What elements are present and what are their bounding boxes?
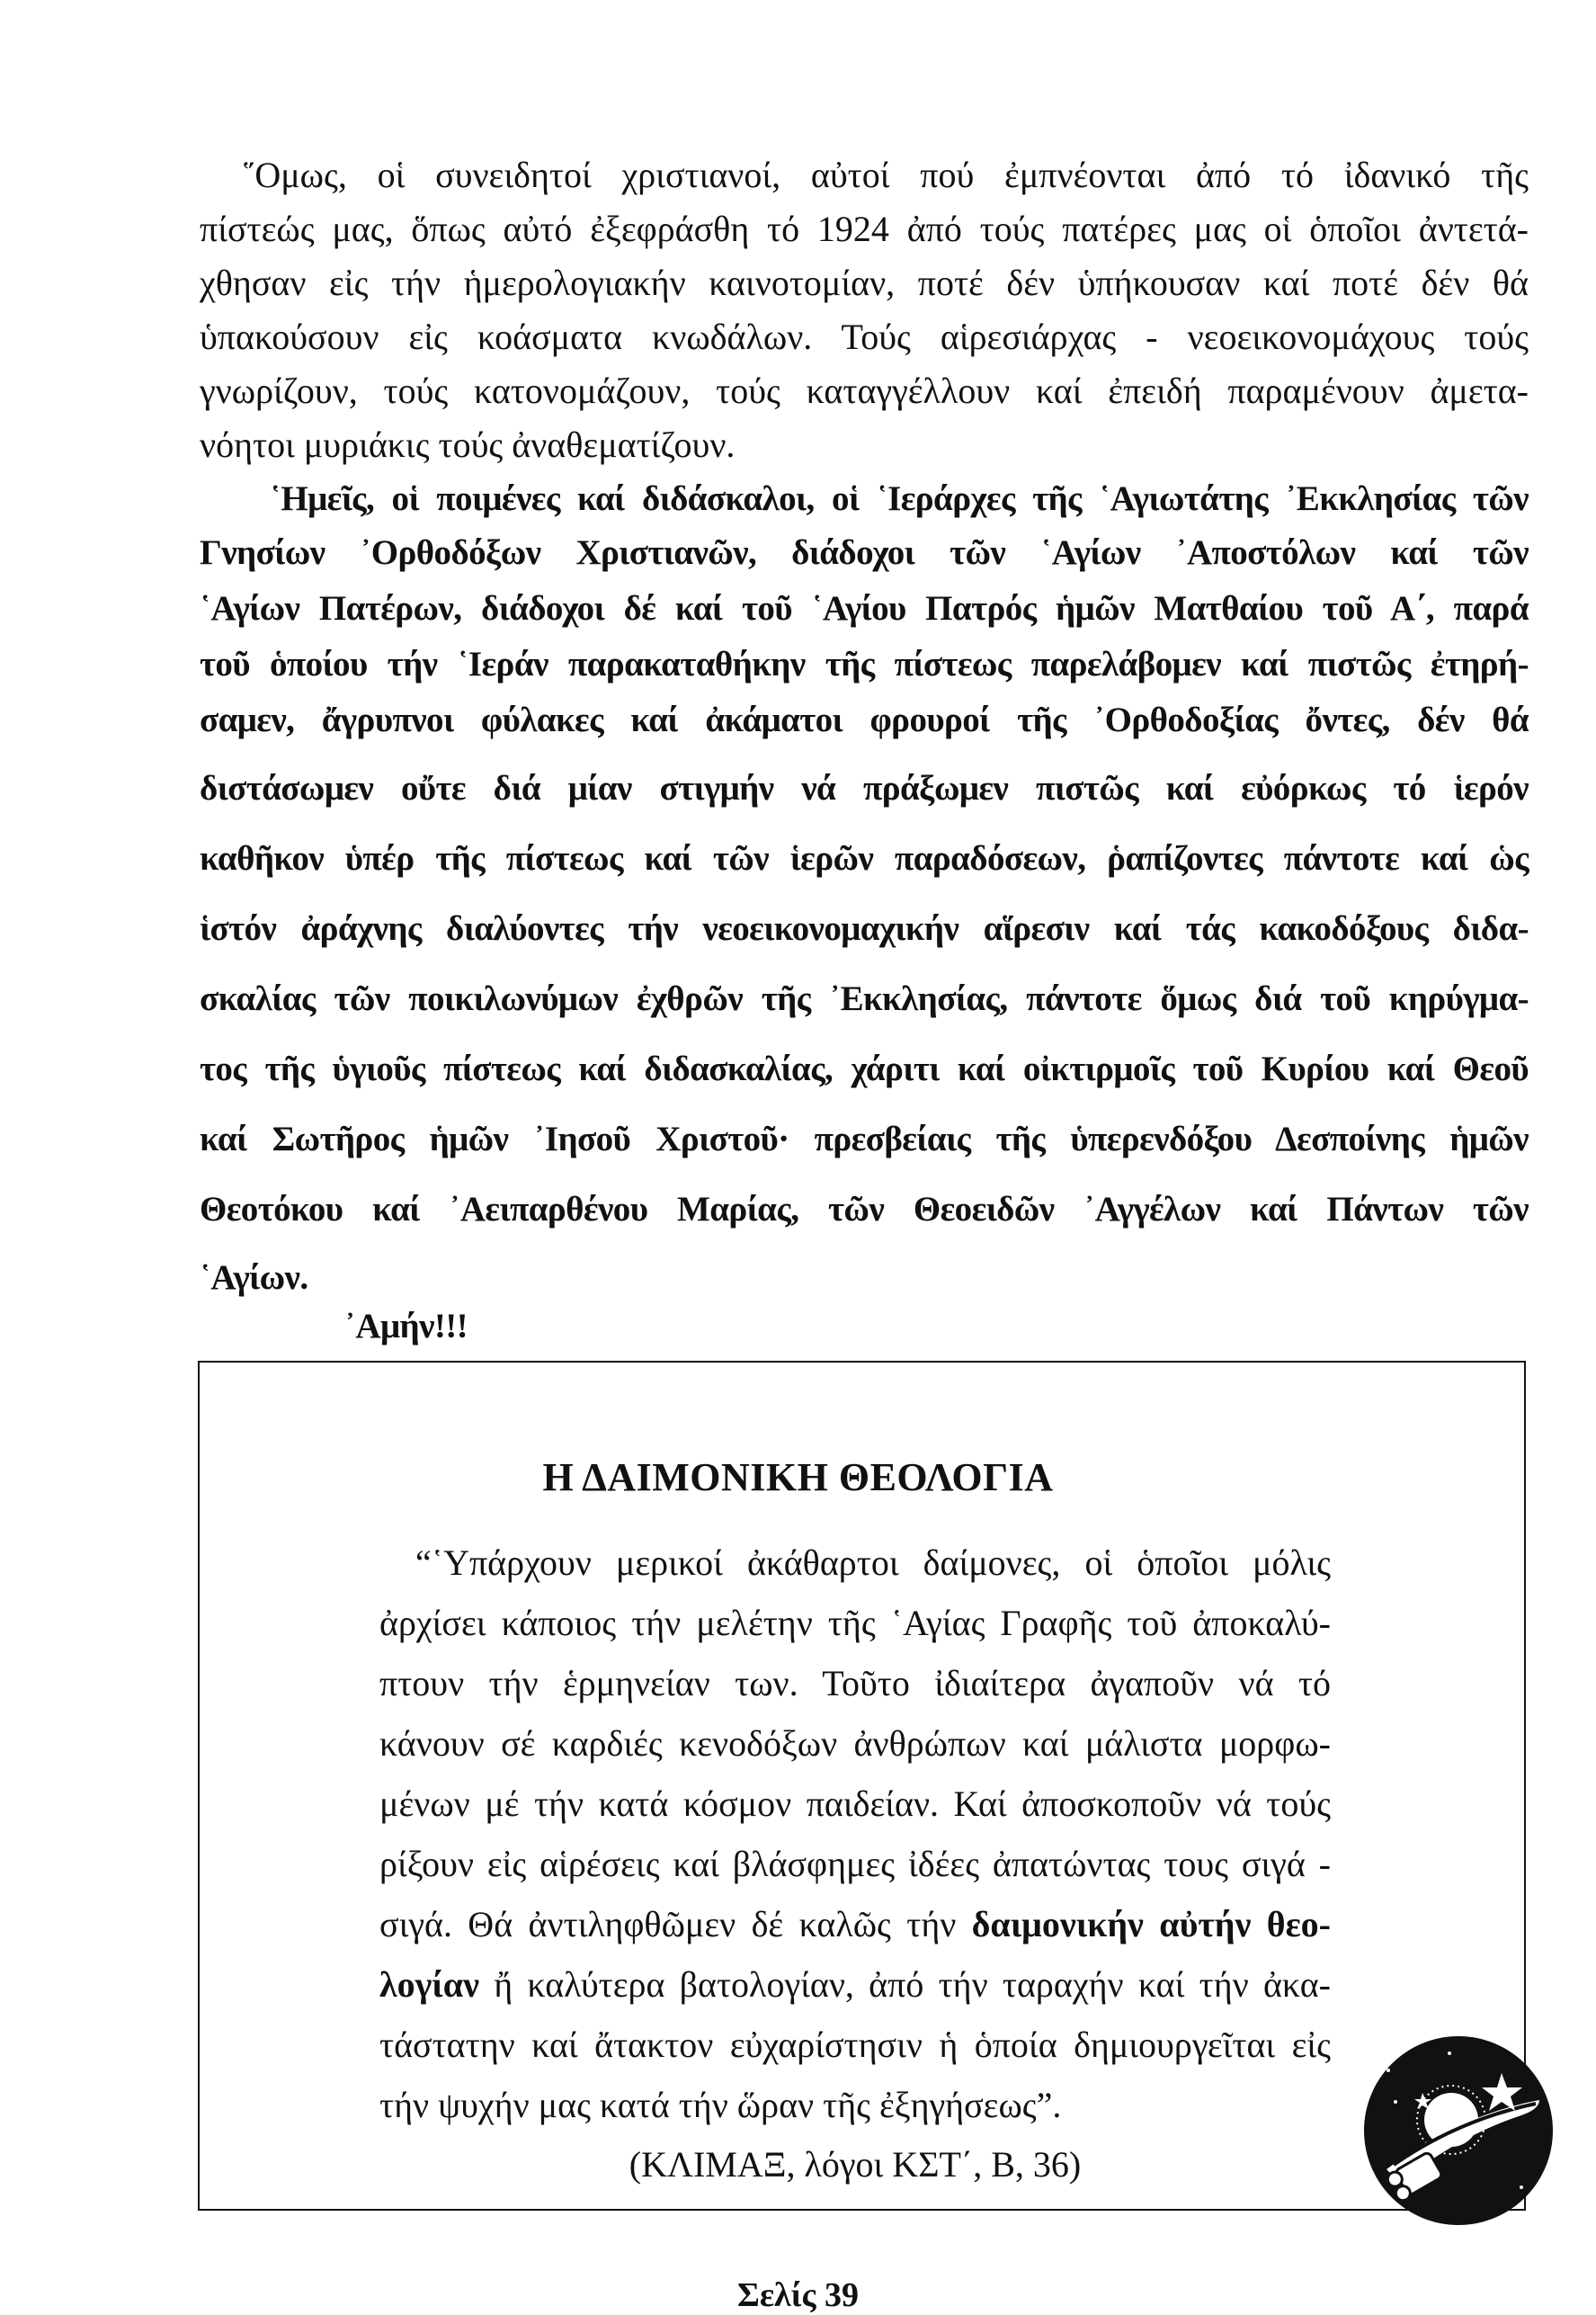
quote-line: ἀρχίσει κάποιος τήν μελέτην τῆς ῾Αγίας Γραφῆς τοῦ ἀποκαλύ-	[379, 1603, 1331, 1643]
paragraph-2-line: ῾Αγίων.	[200, 1258, 308, 1297]
quote-text: ἤ καλύτερα βατολογίαν, ἀπό τήν ταραχήν καί τήν ἀκα-	[478, 1964, 1331, 2005]
paragraph-2-line: σκαλίας τῶν ποικιλωνύμων ἐχθρῶν τῆς ᾽Εκκλησίας, πάντοτε ὅμως διά τοῦ κηρύγμα-	[200, 979, 1529, 1018]
paragraph-2-line: τος τῆς ὑγιοῦς πίστεως καί διδασκαλίας, χάριτι καί οἰκτιρμοῖς τοῦ Κυρίου καί Θεοῦ	[200, 1050, 1529, 1088]
quote-line: τήν ψυχήν μας κατά τήν ὥραν τῆς ἐξηγήσεως”.	[379, 2085, 1062, 2125]
quote-emphasis: λογίαν	[379, 1964, 479, 2005]
quote-line-mixed	[379, 1902, 1331, 1947]
paragraph-2-line: ῾Ημεῖς, οἱ ποιμένες καί διδάσκαλοι, οἱ ῾Ιεράρχες τῆς ῾Αγιωτάτης ᾽Εκκλησίας τῶν	[270, 479, 1529, 518]
quote-text: σιγά. Θά ἀντιληφθῶμεν δέ καλῶς τήν	[379, 1904, 972, 1944]
quote-box-title: Η ΔΑΙΜΟΝΙΚΗ ΘΕΟΛΟΓΙΑ	[542, 1455, 1054, 1499]
page-number: Σελίς 39	[736, 2276, 860, 2314]
paragraph-2-line: καί Σωτῆρος ἡμῶν ᾽Ιησοῦ Χριστοῦ· πρεσβείαις τῆς ὑπερενδόξου Δεσποίνης ἡμῶν	[200, 1120, 1529, 1158]
paragraph-1-line: νόητοι μυριάκις τούς ἀναθεματίζουν.	[200, 425, 736, 465]
paragraph-1-line: πίστεώς μας, ὅπως αὐτό ἐξεφράσθη τό 1924 ἀπό τούς πατέρες μας οἱ ὁποῖοι ἀντετά-	[200, 209, 1529, 249]
quote-line: “῾Υπάρχουν μερικοί ἀκάθαρτοι δαίμονες, οἱ ὁποῖοι μόλις	[415, 1542, 1331, 1583]
paragraph-2-line: σαμεν, ἄγρυπνοι φύλακες καί ἀκάματοι φρουροί τῆς ᾽Ορθοδοξίας ὄντες, δέν θά	[200, 701, 1529, 739]
paragraph-1-line: ὑπακούσουν εἰς κοάσματα κνωδάλων. Τούς αἱρεσιάρχας - νεοεικονομάχους τούς	[200, 317, 1529, 357]
amen: ᾽Αμήν!!!	[344, 1307, 468, 1345]
paragraph-2-line: διστάσωμεν οὔτε διά μίαν στιγμήν νά πράξωμεν πιστῶς καί εὐόρκως τό ἱερόν	[200, 769, 1529, 808]
quote-line: μένων μέ τήν κατά κόσμον παιδείαν. Καί ἀποσκοποῦν νά τούς	[379, 1783, 1331, 1824]
paragraph-2-line: καθῆκον ὑπέρ τῆς πίστεως καί τῶν ἱερῶν παραδόσεων, ῥαπίζοντες πάντοτε καί ὡς	[200, 839, 1529, 878]
quote-line: κάνουν σέ καρδιές κενοδόξων ἀνθρώπων καί μάλιστα μορφω-	[379, 1723, 1331, 1764]
paragraph-2-line: τοῦ ὁποίου τήν ῾Ιεράν παρακαταθήκην τῆς πίστεως παρελάβομεν καί πιστῶς ἐτηρή-	[200, 645, 1529, 684]
quote-citation: (ΚΛΙΜΑΞ, λόγοι ΚΣΤ΄, Β, 36)	[629, 2144, 1082, 2185]
paragraph-1-line: γνωρίζουν, τούς κατονομάζουν, τούς καταγγέλλουν καί ἐπειδή παραμένουν ἀμετα-	[200, 371, 1529, 411]
paragraph-1-line: χθησαν εἰς τήν ἡμερολογιακήν καινοτομίαν, ποτέ δέν ὑπήκουσαν καί ποτέ δέν θά	[200, 263, 1529, 303]
paragraph-1-line: ῞Ομως, οἱ συνειδητοί χριστιανοί, αὐτοί πού ἐμπνέονται ἀπό τό ἰδανικό τῆς	[243, 155, 1529, 195]
quote-line: πτουν τήν ἑρμηνείαν των. Τοῦτο ἰδιαίτερα ἀγαποῦν νά τό	[379, 1663, 1331, 1703]
planet-rocket-emblem-icon	[1360, 2030, 1557, 2228]
paragraph-2-line: ῾Αγίων Πατέρων, διάδοχοι δέ καί τοῦ ῾Αγίου Πατρός ἡμῶν Ματθαίου τοῦ Α΄, παρά	[200, 589, 1529, 628]
quote-line-mixed	[379, 1962, 1331, 2007]
quote-emphasis: δαιμονικήν αὐτήν θεο-	[971, 1904, 1331, 1944]
paragraph-2-line: Γνησίων ᾽Ορθοδόξων Χριστιανῶν, διάδοχοι τῶν ῾Αγίων ᾽Αποστόλων καί τῶν	[200, 533, 1529, 572]
paragraph-2-line: ἱστόν ἀράχνης διαλύοντες τήν νεοεικονομαχικήν αἵρεσιν καί τάς κακοδόξους διδα-	[200, 909, 1529, 948]
paragraph-2-line: Θεοτόκου καί ᾽Αειπαρθένου Μαρίας, τῶν Θεοειδῶν ᾽Αγγέλων καί Πάντων τῶν	[200, 1190, 1529, 1229]
quote-line: τάστατην καί ἄτακτον εὐχαρίστησιν ἡ ὁποία δημιουργεῖται εἰς	[379, 2025, 1331, 2065]
quote-line: ρίξουν εἰς αἱρέσεις καί βλάσφημες ἰδέες ἀπατώντας τους σιγά -	[379, 1844, 1331, 1884]
